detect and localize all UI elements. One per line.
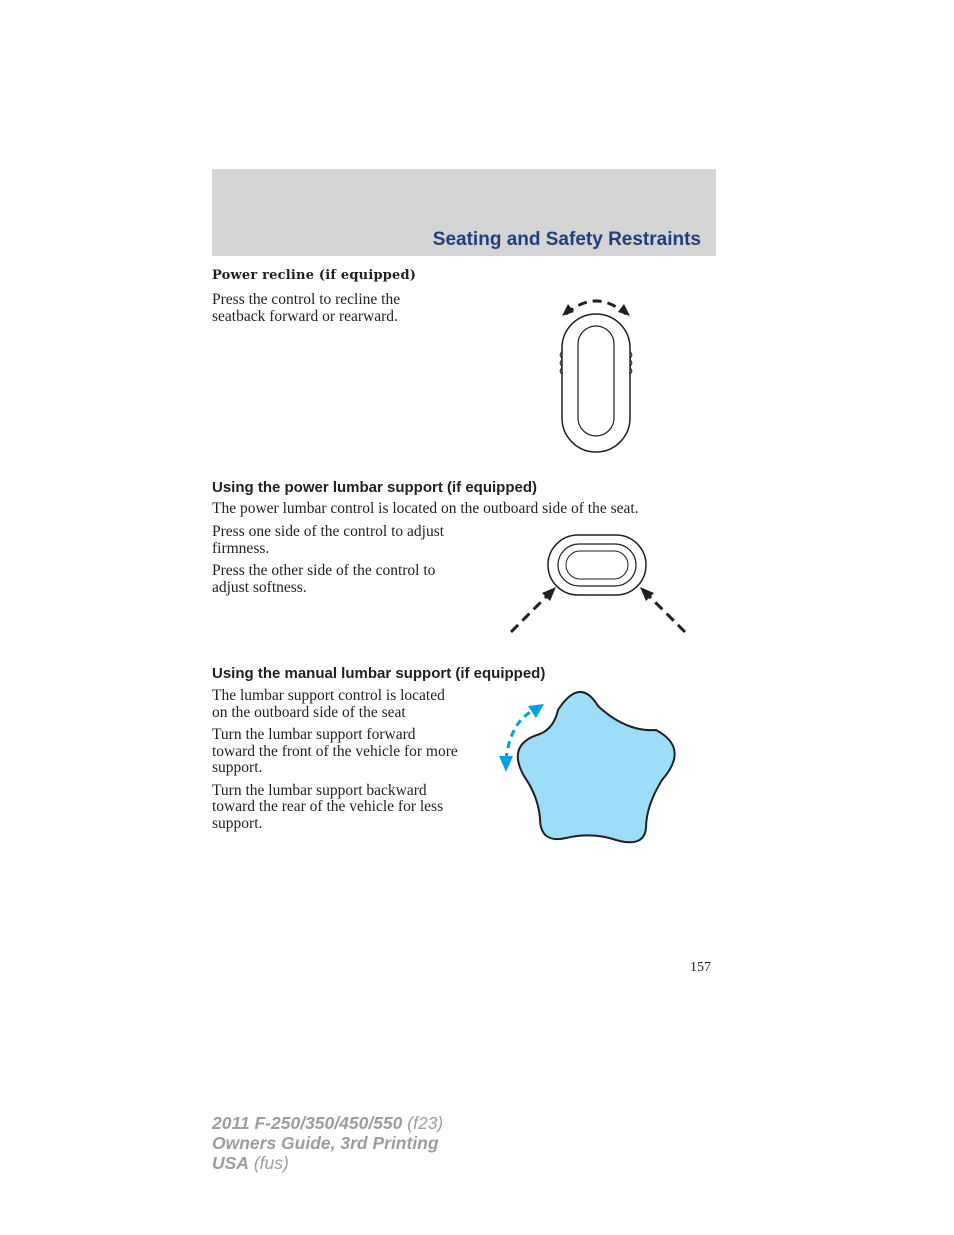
manual-lumbar-paragraph: Turn the lumbar support backward toward the rear of the vehicle for less support. [212,781,444,832]
document-footer [212,1113,443,1173]
footer-edition: Owners Guide, 3rd Printing [212,1133,439,1153]
footer-line-model [212,1113,443,1133]
lumbar-switch-core [566,551,628,579]
manual-lumbar-paragraph: Turn the lumbar support forward toward the front of the vehicle for more support. [212,726,458,776]
power-lumbar-intro-text: The power lumbar control is located on the outboard side of the seat. [212,500,639,517]
footer-model: 2011 F-250/350/450/550 [212,1113,403,1133]
manual-lumbar-paragraph: The lumbar support control is located on the outboard side of the seat [212,687,445,721]
manual-lumbar-heading: Using the manual lumbar support (if equipped) [212,665,546,682]
power-lumbar-intro [212,501,712,518]
power-lumbar-control-illustration [508,535,688,635]
manual-lumbar-text [212,688,462,832]
power-recline-control-illustration [556,296,636,456]
press-right-arrow-icon [640,587,685,632]
footer-model-code: (f23) [407,1113,444,1133]
page-number: 157 [690,960,711,975]
press-left-arrow-icon [511,587,556,632]
manual-lumbar-knob-illustration [494,688,684,848]
section-header-band [212,169,716,256]
power-lumbar-paragraph: Press one side of the control to adjust firmness. [212,523,445,557]
power-lumbar-text [212,524,457,596]
footer-region: USA [212,1153,249,1173]
recline-switch-inner [578,326,614,436]
power-recline-paragraph: Press the control to recline the seatback forward or rearward. [212,291,401,325]
footer-region-code: (fus) [253,1153,289,1173]
section-title: Seating and Safety Restraints [432,229,701,250]
lumbar-knob [518,692,675,842]
power-lumbar-paragraph: Press the other side of the control to adjust softness. [212,562,436,596]
power-lumbar-heading: Using the power lumbar support (if equipped) [212,479,537,496]
power-recline-text [212,292,437,325]
power-recline-heading: Power recline (if equipped) [212,268,417,283]
footer-line-region [212,1153,443,1173]
